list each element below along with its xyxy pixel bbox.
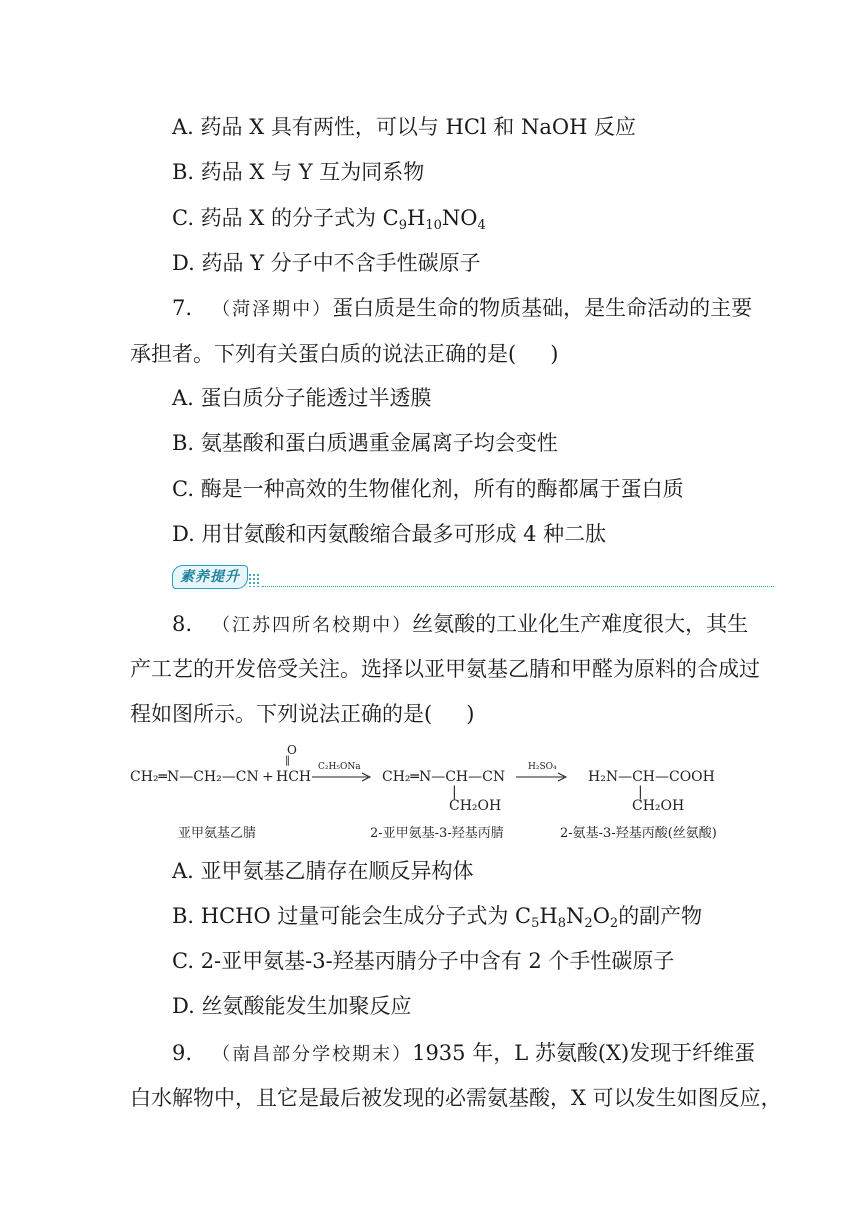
q6-option-c: C. 药品 X 的分子式为 $C_9H_{10}NO_4$ — [172, 206, 486, 233]
q8-option-a: A. 亚甲氨基乙腈存在顺反异构体 — [172, 859, 474, 883]
reactant-1: CH₂═N—CH₂—CN — [130, 769, 259, 785]
q9-stem-line1: 9. （南昌部分学校期末）1935 年，L 苏氨酸(X)发现于纤维蛋 — [172, 1041, 756, 1065]
section-badge-label: 素养提升 — [172, 565, 248, 589]
q7-option-c: C. 酶是一种高效的生物催化剂，所有的酶都属于蛋白质 — [172, 477, 684, 501]
reactant-2: HCH — [276, 769, 312, 785]
q7-stem-line1: 7. （菏泽期中）蛋白质是生命的物质基础，是生命活动的主要 — [172, 296, 753, 320]
question-number: 8. — [172, 612, 193, 636]
question-source: （江苏四所名校期中） — [212, 615, 413, 636]
q6-option-d: D. 药品 Y 分子中不含手性碳原子 — [172, 251, 481, 275]
q7-option-b: B. 氨基酸和蛋白质遇重金属离子均会变性 — [172, 431, 558, 455]
question-number: 9. — [172, 1041, 193, 1065]
reagent-1: C₂H₅ONa — [318, 762, 361, 772]
caption-product: 2-氨基-3-羟基丙酸(丝氨酸) — [560, 826, 717, 841]
q7-option-a: A. 蛋白质分子能透过半透膜 — [172, 386, 432, 410]
q9-stem-line2: 白水解物中，且它是最后被发现的必需氨基酸，X 可以发生如图反应， — [130, 1086, 782, 1110]
badge-dots-decoration — [248, 573, 260, 587]
reaction-arrow-1 — [312, 772, 372, 782]
q8-stem-line2: 产工艺的开发倍受关注。选择以亚甲氨基乙腈和甲醛为原料的合成过 — [130, 657, 760, 681]
q6-option-b: B. 药品 X 与 Y 互为同系物 — [172, 160, 425, 184]
q7-stem-line2: 承担者。下列有关蛋白质的说法正确的是( ) — [130, 342, 559, 366]
question-source: （菏泽期中） — [212, 299, 333, 320]
caption-intermediate: 2-亚甲氨基-3-羟基丙腈 — [370, 826, 504, 841]
section-badge — [172, 565, 258, 589]
section-divider — [262, 586, 774, 587]
carbonyl-oxygen: O — [287, 743, 297, 757]
q6-option-a: A. 药品 X 具有两性，可以与 HCl 和 NaOH 反应 — [172, 115, 637, 139]
reagent-2: H₂SO₄ — [528, 762, 557, 772]
intermediate-substituent: CH₂OH — [449, 798, 502, 814]
double-bond: ‖ — [285, 755, 290, 766]
intermediate: CH₂═N—CH—CN — [382, 769, 506, 785]
q7-option-d: D. 用甘氨酸和丙氨酸缩合最多可形成 4 种二肽 — [172, 522, 607, 546]
question-source: （南昌部分学校期末） — [212, 1044, 413, 1065]
question-number: 7. — [172, 296, 193, 320]
product-substituent: CH₂OH — [632, 798, 685, 814]
q8-option-c: C. 2-亚甲氨基-3-羟基丙腈分子中含有 2 个手性碳原子 — [172, 949, 675, 973]
product: H₂N—CH—COOH — [588, 769, 715, 785]
caption-reactant: 亚甲氨基乙腈 — [178, 826, 257, 841]
q8-option-d: D. 丝氨酸能发生加聚反应 — [172, 994, 412, 1018]
bond-vertical: | — [452, 784, 457, 800]
bond-vertical: | — [638, 784, 643, 800]
reaction-arrow-2 — [516, 772, 568, 782]
plus-sign: + — [262, 769, 274, 785]
q8-stem-line1: 8. （江苏四所名校期中）丝氨酸的工业化生产难度很大，其生 — [172, 612, 749, 636]
q8-stem-line3: 程如图所示。下列说法正确的是( ) — [130, 702, 475, 726]
q8-option-b: B. HCHO 过量可能会生成分子式为 $C_5H_8N_2O_2$的副产物 — [172, 904, 703, 931]
